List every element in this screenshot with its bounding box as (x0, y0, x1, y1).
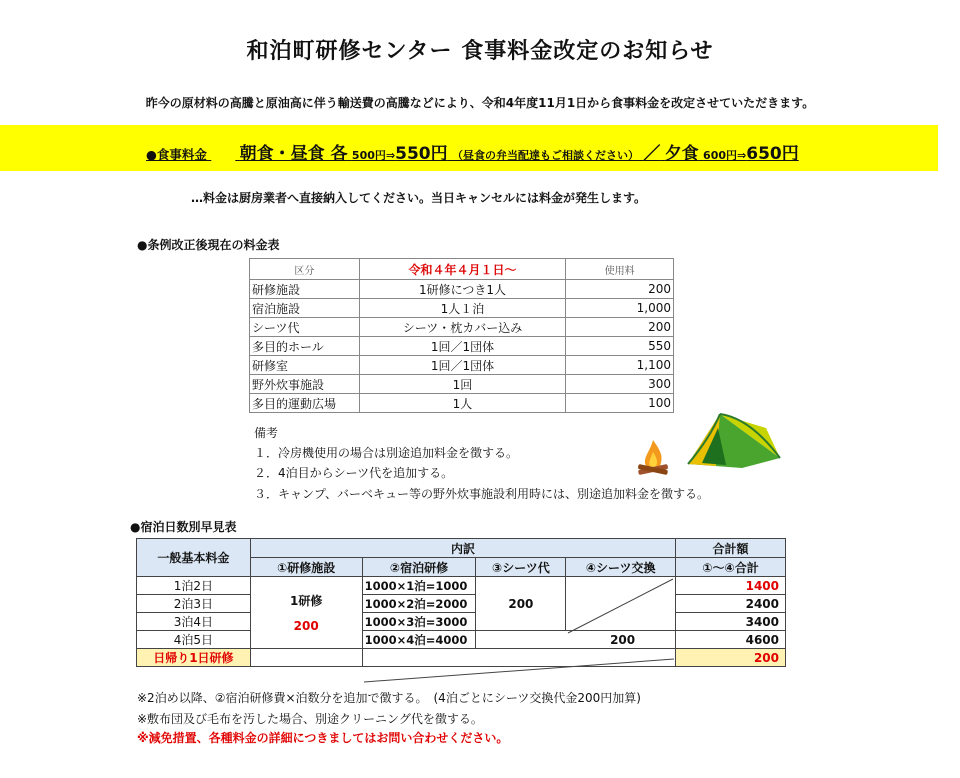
col-training: ①研修施設 (250, 558, 362, 577)
sheet-exchange-empty (566, 577, 676, 631)
table-row (137, 649, 786, 667)
table-row (250, 375, 674, 394)
lodging-calc: 1000×4泊=4000 (362, 631, 476, 649)
table-row (250, 318, 674, 337)
fee-table-heading: ●条例改正後現在の料金表 (137, 238, 280, 252)
table-row (137, 595, 786, 613)
payment-note: …料金は厨房業者へ直接納入してください。当日キャンセルには料金が発生します。 (191, 191, 647, 205)
stay-length: 2泊3日 (137, 595, 251, 613)
lodging-calc: 1000×3泊=3000 (362, 613, 476, 631)
fee-header-effective-date: 令和４年４月１日～ (359, 259, 565, 280)
stay-table (136, 538, 786, 667)
table-row (137, 631, 786, 649)
fee-category: 野外炊事施設 (250, 375, 360, 394)
fee-unit: 1回 (359, 375, 565, 394)
fee-category: 宿泊施設 (250, 299, 360, 318)
fee-unit: シーツ・枕カバー込み (359, 318, 565, 337)
dinner-new-price: 650円 (746, 144, 799, 164)
table-row (250, 394, 674, 413)
table-row (137, 613, 786, 631)
day-trip-total: 200 (676, 649, 786, 667)
fee-category: シーツ代 (250, 318, 360, 337)
fee-category: 多目的ホール (250, 337, 360, 356)
remark-item: ２．4泊目からシーツ代を追加する。 (254, 466, 454, 480)
fee-amount: 200 (566, 318, 674, 337)
fee-unit: 1人 (359, 394, 565, 413)
breakdown-header: 内訳 (250, 539, 675, 558)
day-trip-label: 日帰り1日研修 (137, 649, 251, 667)
total-header: 合計額 (676, 539, 786, 558)
training-label: 1研修 (289, 594, 323, 608)
stay-length: 3泊4日 (137, 613, 251, 631)
footnote-contact: ※減免措置、各種料金の詳細につきましてはお問い合わせください。 (137, 731, 509, 745)
table-row (250, 299, 674, 318)
table-row (137, 577, 786, 595)
fee-unit: 1人１泊 (359, 299, 565, 318)
basic-fee-header: 一般基本料金 (137, 539, 251, 577)
col-total: ①～④合計 (676, 558, 786, 577)
col-lodging: ②宿泊研修 (362, 558, 476, 577)
fee-category: 研修施設 (250, 280, 360, 299)
dinner-old-price: 600円⇒ (703, 149, 747, 162)
table-row (250, 356, 674, 375)
fee-table-header (250, 259, 674, 280)
remark-item: １．冷房機使用の場合は別途追加料金を徴する。 (254, 446, 519, 460)
stay-length: 1泊2日 (137, 577, 251, 595)
table-row (250, 337, 674, 356)
stay-table-heading: ●宿泊日数別早見表 (130, 520, 237, 534)
breakfast-lunch-new-price: 550円 (395, 144, 448, 164)
meal-separator: ／ (643, 144, 661, 164)
breakfast-lunch-old-price: 500円⇒ (351, 149, 396, 162)
fee-table (249, 258, 674, 413)
breakfast-lunch-label: 朝食・昼食 各 (239, 144, 348, 164)
dinner-label: 夕食 (664, 144, 699, 164)
footnote: ※2泊め以降、②宿泊研修費×泊数分を追加で徴する。 (4泊ごとにシーツ交換代金200円加算) (137, 691, 641, 705)
sheet-exchange-fee: 200 (476, 631, 676, 649)
col-sheet-exchange: ④シーツ交換 (566, 558, 676, 577)
stay-total: 3400 (676, 613, 786, 631)
fee-amount: 300 (566, 375, 674, 394)
fee-header-category: 区分 (250, 259, 360, 280)
meal-label: ●食事料金 (146, 147, 207, 162)
campfire-icon (632, 436, 674, 478)
training-fee: 200 (293, 619, 319, 633)
lodging-calc: 1000×1泊=1000 (362, 577, 476, 595)
fee-category: 多目的運動広場 (250, 394, 360, 413)
day-trip-empty (362, 649, 676, 667)
fee-category: 研修室 (250, 356, 360, 375)
fee-amount: 1,100 (566, 356, 674, 375)
stay-length: 4泊5日 (137, 631, 251, 649)
lunch-delivery-note: （昼食の弁当配達もご相談ください） (451, 149, 639, 162)
table-row (250, 280, 674, 299)
training-fee-cell (250, 577, 362, 649)
meal-price-line (146, 139, 799, 164)
stay-total: 1400 (676, 577, 786, 595)
col-sheets: ③シーツ代 (476, 558, 566, 577)
footnote: ※敷布団及び毛布を汚した場合、別途クリーニング代を徴する。 (137, 712, 483, 726)
fee-unit: 1回／1団体 (359, 337, 565, 356)
fee-amount: 100 (566, 394, 674, 413)
day-trip-training (250, 649, 362, 667)
remark-item: ３．キャンプ、バーベキュー等の野外炊事施設利用時には、別途追加料金を徴する。 (254, 487, 710, 501)
stay-total: 2400 (676, 595, 786, 613)
fee-amount: 200 (566, 280, 674, 299)
fee-unit: 1回／1団体 (359, 356, 565, 375)
fee-amount: 550 (566, 337, 674, 356)
remarks-heading: 備考 (254, 426, 279, 440)
tent-icon (680, 408, 788, 470)
lodging-calc: 1000×2泊=2000 (362, 595, 476, 613)
fee-header-fee: 使用料 (566, 259, 674, 280)
table-row (137, 539, 786, 558)
intro-text: 昨今の原材料の高騰と原油高に伴う輸送費の高騰などにより、令和4年度11月1日から食事料金を改定させていただきます。 (145, 96, 815, 110)
page-title: 和泊町研修センター 食事料金改定のお知らせ (246, 39, 714, 64)
fee-unit: 1研修につき1人 (359, 280, 565, 299)
sheets-fee: 200 (476, 577, 566, 631)
fee-amount: 1,000 (566, 299, 674, 318)
stay-total: 4600 (676, 631, 786, 649)
